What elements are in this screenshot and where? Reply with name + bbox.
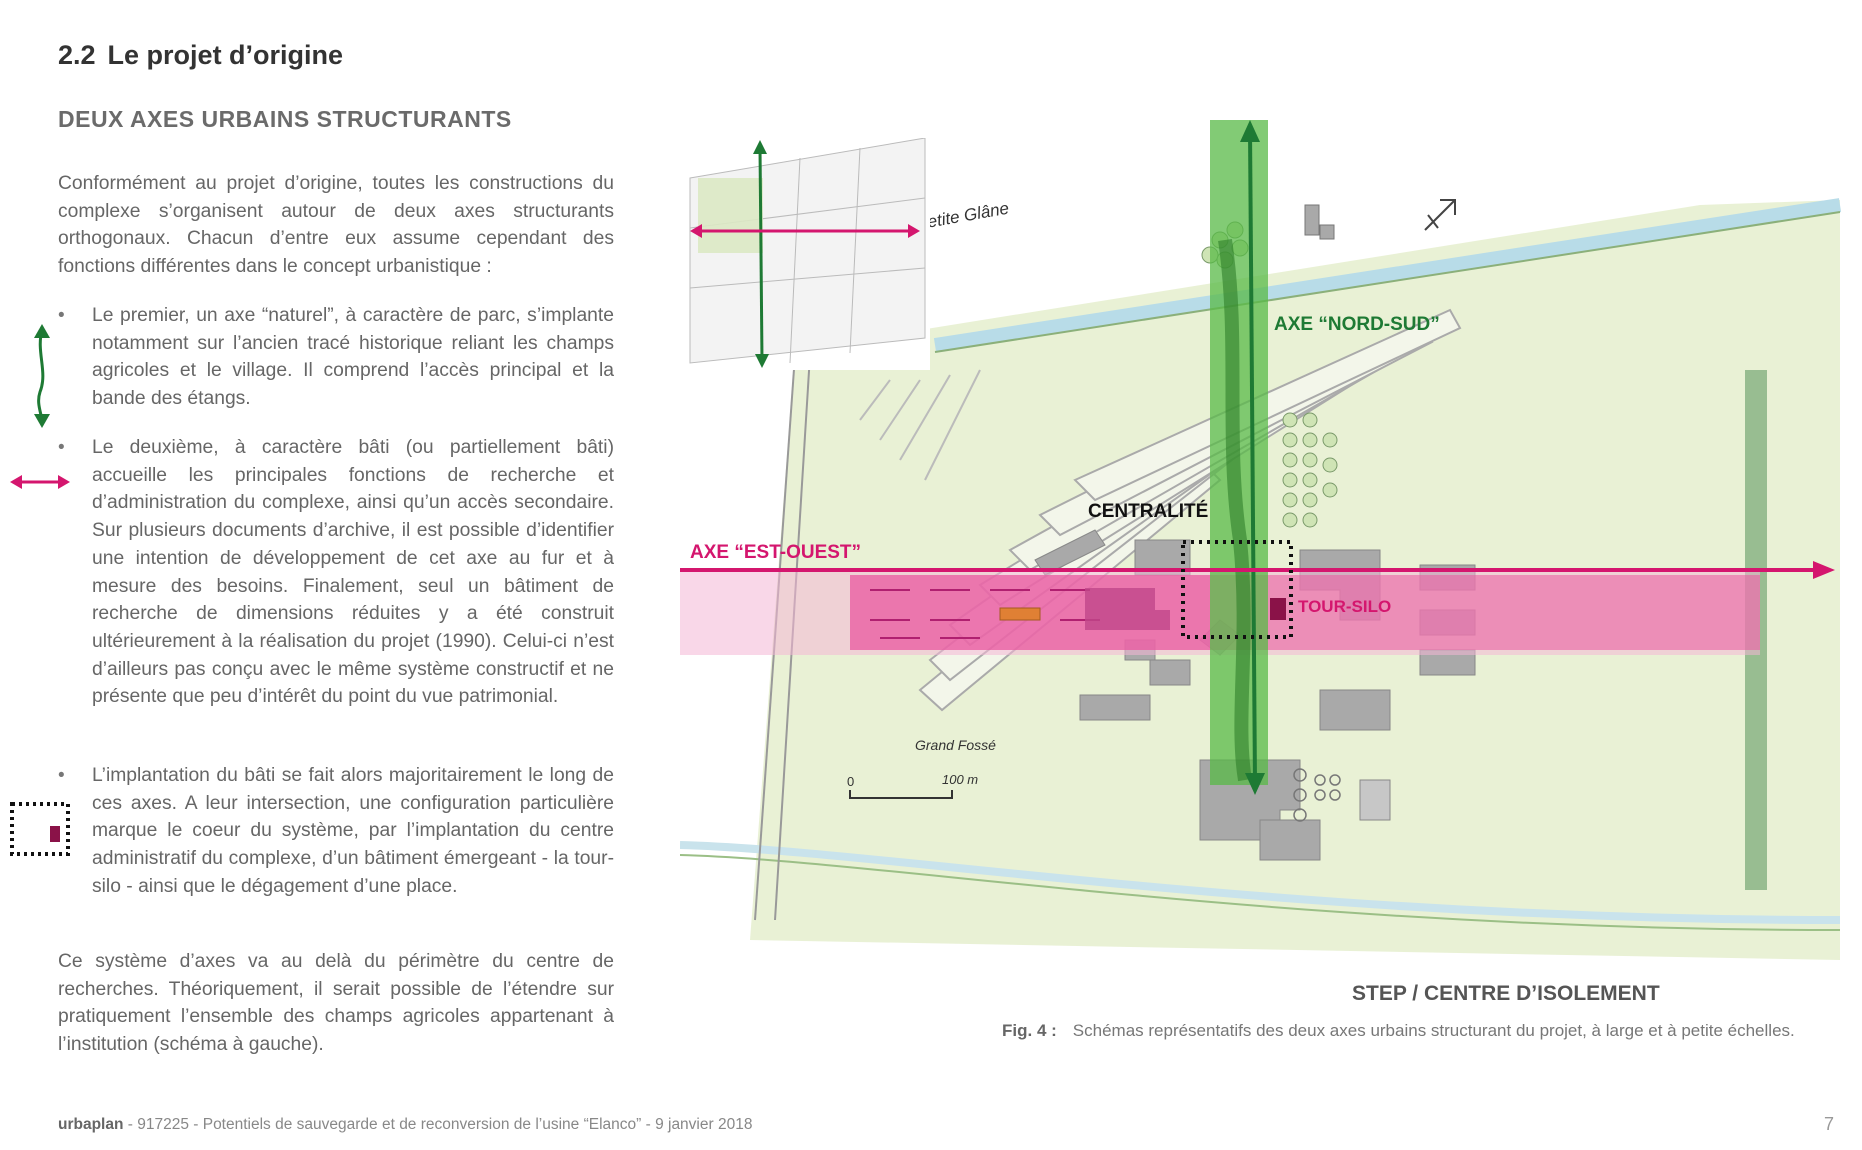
intro-paragraph: Conformément au projet d’origine, toutes les constructions du complexe s’organisent autour de deux axes structurants orthogonaux. Chacun d’entre eux assume cependant des fonctions différentes dans le concept urbanistique : — [58, 173, 614, 278]
research-building-1990 — [1000, 608, 1040, 620]
est-ouest-label: AXE “EST-OUEST” — [690, 542, 862, 563]
green-double-arrow-icon — [22, 322, 62, 430]
grand-fosse-label: Grand Fossé — [915, 737, 996, 753]
bullet-text: Le deuxième, à caractère bâti (ou partiellement bâti) accueille les principales fonctions de recherche et d’administration du complexe, ainsi qu’un accès secondaire. Sur plusieurs documents d’archive, il est possible d’identifier une intention de développement de cet axe au fur et à mesure des besoins. Finalement, seul un bâtiment de recherche de dimensions réduites y a été construit ultérieurement à la réalisation du projet (1990). Celui-ci n’est d’ailleurs pas conçu avec le même système constructif et ne présente que peu d’intérêt du point du vue patrimonial. — [92, 437, 614, 708]
bullet-dot: • — [58, 305, 65, 326]
tour-silo-label: TOUR-SILO — [1298, 597, 1392, 616]
section-number: 2.2 — [58, 40, 96, 70]
bullet-dot: • — [58, 765, 65, 786]
footer-text: - 917225 - Potentiels de sauvegarde et de reconversion de l’usine “Elanco” - 9 janvier 2018 — [123, 1116, 753, 1133]
tour-silo-marker — [1270, 598, 1286, 620]
bullet-text: L’implantation du bâti se fait alors majoritairement le long de ces axes. A leur intersection, une configuration particulière marque le coeur du système, par l’implantation du centre administratif du complexe, d’un bâtiment émergeant - la tour-silo - ainsi que le dégagement d’une place. — [92, 765, 614, 897]
section-title-text: Le projet d’origine — [107, 40, 344, 70]
bullet-dot: • — [58, 437, 65, 458]
footer — [58, 1116, 752, 1134]
outro-paragraph: Ce système d’axes va au delà du périmètre du centre de recherches. Théoriquement, il serait possible de l’étendre sur pratiquement l’ensemble des champs agricoles appartenant à l’institution (schéma à gauche). — [58, 951, 614, 1056]
centralite-label: CENTRALITÉ — [1088, 501, 1209, 522]
inset-large-scale-map — [680, 138, 930, 370]
canal-label: petite Glâne — [916, 198, 1011, 234]
step-label: STEP / CENTRE D’ISOLEMENT — [1352, 982, 1660, 1005]
nord-sud-label: AXE “NORD-SUD” — [1274, 314, 1440, 335]
figure-label: Fig. 4 : — [1002, 1021, 1057, 1040]
page-number: 7 — [1824, 1114, 1835, 1134]
subheading: DEUX AXES URBAINS STRUCTURANTS — [58, 106, 512, 132]
figure-caption-text: Schémas représentatifs des deux axes urbains structurant du projet, à large et à petite échelles. — [1072, 1021, 1795, 1040]
centrality-dotted-square-icon — [8, 800, 72, 858]
pink-double-arrow-icon — [8, 470, 72, 494]
scale-distance: 100 m — [942, 772, 979, 787]
section-title — [58, 40, 343, 71]
scale-zero: 0 — [847, 774, 855, 789]
figure-caption — [1002, 1021, 1795, 1041]
bullet-text: Le premier, un axe “naturel”, à caractère de parc, s’implante notamment sur l’ancien tracé historique reliant les champs agricoles et le village. Il comprend l’accès principal et la bande des étangs. — [92, 305, 614, 410]
footer-brand: urbaplan — [58, 1116, 124, 1133]
